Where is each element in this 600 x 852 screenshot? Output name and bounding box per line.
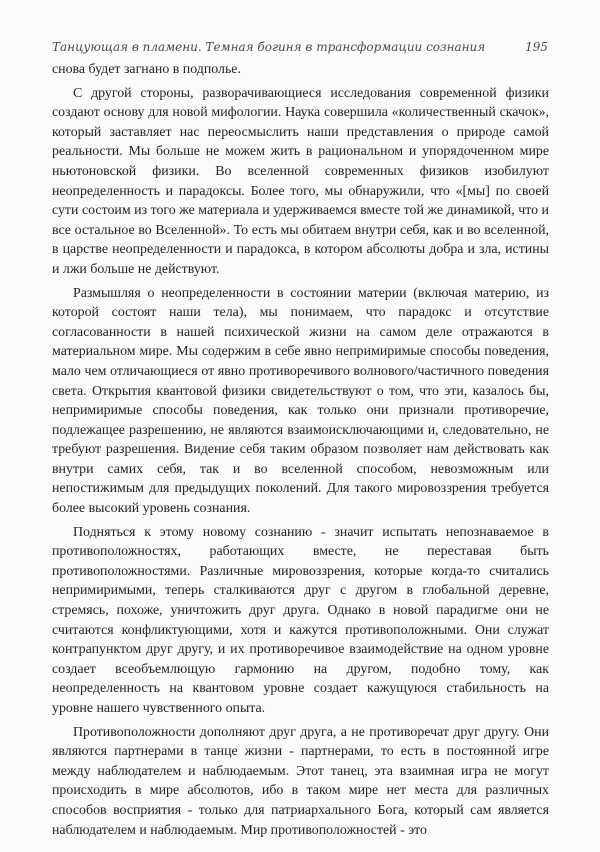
paragraph: С другой стороны, разворачивающиеся исследования современной физики создают основу для новой мифологии. Наука совершила «количественный скачок», который заставляет нас переосмыслить наши представления о природе самой реальности. Мы больше не можем жить в рациональном и упорядоченном мире ньютоновской физики. Во вселенной современных физиков изобилуют неопределенность и парадоксы. Более того, мы обнаружили, что «[мы] по своей сути состоим из того же материала и удерживаемся вместе той же динамикой, что и все остальное во Вселенной». То есть мы обитаем внутри себя, как и во вселенной, в царстве неопределенности и парадокса, в котором абсолюты добра и зла, истины и лжи больше не действуют. — [52, 85, 549, 277]
body-text — [52, 60, 549, 844]
running-title: Танцующая в пламени. Темная богиня в трансформации сознания — [52, 40, 486, 54]
running-header — [52, 40, 548, 58]
paragraph: Подняться к этому новому сознанию - значит испытать непознаваемое в противоположностях, работающих вместе, не переставая быть противоположностями. Различные мировоззрения, которые когда-то считались непримиримыми, теперь сталкиваются друг с другом в глобальной деревне, стремясь, похоже, уничтожить друг друга. Однако в новой парадигме они не считаются конфликтующими, хотя и кажутся противоположными. Они служат контрапунктом друг другу, и их противоречивое взаимодействие на одном уровне создает всеобъемлющую гармонию на другом, подобно тому, как неопределенность на квантовом уровне создает кажущуюся стабильность на уровне нашего чувственного опыта. — [52, 524, 549, 716]
paragraph: Противоположности дополняют друг друга, а не противоречат друг другу. Они являются партнерами в танце жизни - партнерами, то есть в постоянной игре между наблюдателем и наблюдаемым. Этот танец, эта взаимная игра не могут происходить в мире абсолютов, ибо в таком мире нет места для различных способов восприятия - только для патриархального Бога, который сам является наблюдателем и наблюдаемым. Мир противоположностей - это — [52, 724, 549, 838]
paragraph: Размышляя о неопределенности в состоянии материи (включая материю, из которой состоят наши тела), мы понимаем, что парадокс и отсутствие согласованности в нашей психической жизни на самом деле отражаются в материальном мире. Мы содержим в себе явно непримиримые способы поведения, мало чем отличающиеся от явно противоречивого волнового/частичного поведения света. Открытия квантовой физики свидетельствуют о том, что эти, казалось бы, непримиримые способы поведения, как только они признали противоречие, подлежащее разрешению, не являются взаимоисключающими и, следовательно, не требуют разрешения. Видение себя таким образом позволяет нам действовать как внутри самих себя, так и во вселенной способом, невозможным или непостижимым для предыдущих поколений. Для такого мировоззрения требуется более высокий уровень сознания. — [52, 285, 549, 517]
paragraph-continued: снова будет загнано в подполье. — [52, 62, 241, 77]
page-number: 195 — [525, 40, 548, 54]
